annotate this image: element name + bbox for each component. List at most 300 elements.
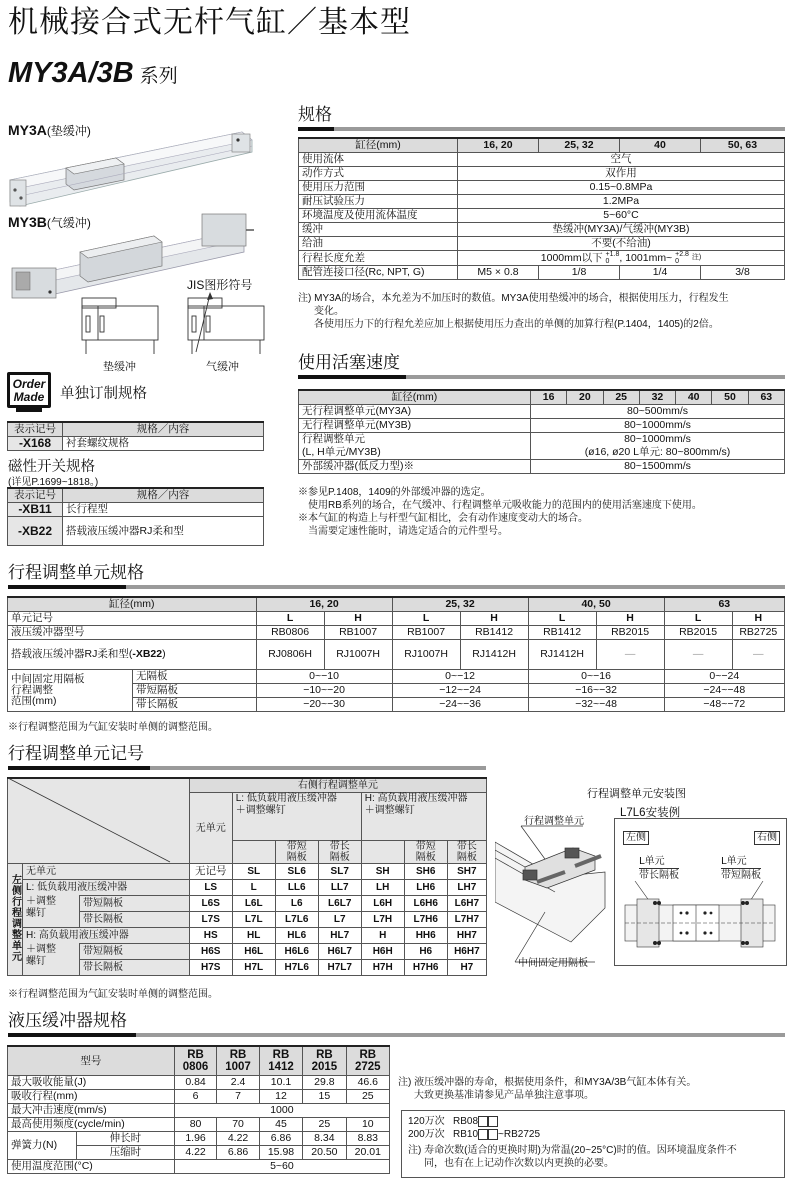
row-label: 单元记号 bbox=[8, 612, 257, 626]
note-line: 同，也有在上记动作次数以内更换的必要。 bbox=[424, 1158, 614, 1169]
life-suffix: ~RB2725 bbox=[498, 1129, 541, 1140]
value-cell: 6.86 bbox=[259, 1132, 302, 1146]
table-row bbox=[299, 460, 785, 474]
row-label: H: 高负载用液压缓冲器 bbox=[23, 928, 190, 944]
table-row bbox=[299, 419, 785, 433]
switch-header-row bbox=[8, 488, 264, 503]
value-cell: 8.34 bbox=[303, 1132, 346, 1146]
screw-line: ＋调整 bbox=[26, 943, 56, 955]
code-cell: H7H bbox=[361, 960, 404, 976]
tol2-upper: +2.8 bbox=[675, 251, 689, 258]
tol-part2: , 1001mm~ bbox=[619, 251, 673, 264]
value-cell: 6 bbox=[174, 1090, 217, 1104]
note-line: ※本气缸的构造上与杆型气缸相比，会有动作速度变动大的场合。 bbox=[298, 513, 588, 524]
l7l6-drawing bbox=[615, 881, 786, 951]
table-row bbox=[8, 1132, 390, 1146]
table-row bbox=[8, 960, 487, 976]
piston-speed-table bbox=[298, 389, 785, 474]
sub-label: 伸长时 bbox=[77, 1132, 175, 1146]
range-cell: −20~−30 bbox=[256, 698, 392, 712]
row-value: 双作用 bbox=[458, 167, 785, 181]
table-row bbox=[8, 1118, 390, 1132]
rj-cell: — bbox=[732, 640, 784, 670]
range-cell: −24~−48 bbox=[664, 684, 784, 698]
code-cell: L7H7 bbox=[447, 912, 486, 928]
code-cell: HL6 bbox=[275, 928, 318, 944]
model-cell bbox=[346, 1046, 389, 1076]
note-line: 变化。 bbox=[314, 306, 344, 317]
switch-spec-table bbox=[7, 487, 264, 546]
table-row bbox=[8, 928, 487, 944]
absorber-cell: RB1412 bbox=[528, 626, 596, 640]
life-row bbox=[408, 1115, 778, 1128]
desc-cell: 搭载液压缓冲器RJ柔和型 bbox=[63, 517, 264, 546]
desc-cell: 长行程型 bbox=[63, 503, 264, 517]
absorber-row bbox=[8, 626, 785, 640]
section-rule bbox=[8, 766, 486, 770]
table-row bbox=[299, 433, 785, 460]
code-cell: SH6 bbox=[404, 864, 447, 880]
row-label: 吸收行程(mm) bbox=[8, 1090, 175, 1104]
code-cell: H7L7 bbox=[318, 960, 361, 976]
model-cell bbox=[174, 1046, 217, 1076]
model-cell bbox=[217, 1046, 260, 1076]
code-cell: -XB11 bbox=[8, 503, 63, 517]
rj-cell: RJ1412H bbox=[528, 640, 596, 670]
screw-label bbox=[23, 896, 80, 928]
stroke-unit-code-heading: 行程调整单元记号 bbox=[8, 744, 144, 764]
row-value: 80~500mm/s bbox=[531, 405, 785, 419]
jis-air-label: 气缓冲 bbox=[206, 360, 239, 373]
value-cell: 70 bbox=[217, 1118, 260, 1132]
header-cell: 缸径(mm) bbox=[8, 597, 257, 612]
absorber-spec-heading: 液压缓冲器规格 bbox=[8, 1011, 127, 1031]
range-label-line: 中间固定用隔板 bbox=[11, 673, 85, 685]
order-made-logo-stand bbox=[16, 408, 42, 412]
unit-cell: L bbox=[392, 612, 460, 626]
jis-symbols bbox=[80, 290, 280, 358]
spacer-label: 带长隔板 bbox=[133, 698, 257, 712]
jis-label: JIS图形符号 bbox=[187, 278, 253, 292]
note-line: 注) 寿命次数(适合的更换时期)为常温(20~25°C)时的值。因环境温度条件不 bbox=[408, 1145, 737, 1156]
model-line: 1412 bbox=[268, 1061, 294, 1073]
code-cell: H6L bbox=[232, 944, 275, 960]
table-row bbox=[8, 944, 487, 960]
code-cell: L6L bbox=[232, 896, 275, 912]
row-value bbox=[531, 433, 785, 460]
spec-notes bbox=[298, 292, 788, 331]
value-cell: 45 bbox=[259, 1118, 302, 1132]
table-row bbox=[8, 1104, 390, 1118]
table-row bbox=[299, 209, 785, 223]
code-cell: L7H bbox=[361, 912, 404, 928]
desc-cell: 衬套螺纹规格 bbox=[63, 437, 264, 451]
unit-iso-drawing bbox=[495, 822, 607, 972]
diagonal-corner bbox=[7, 777, 171, 863]
code-cell: 无记号 bbox=[189, 864, 232, 880]
model-cell bbox=[303, 1046, 346, 1076]
model-line: RB bbox=[187, 1049, 204, 1061]
rj-row bbox=[8, 640, 785, 670]
left-spacer: 带长隔板 bbox=[639, 870, 679, 881]
note-line: 注) MY3A的场合，本允差为不加压时的数值。MY3A使用垫缓冲的场合，根据使用压力，行程发生 bbox=[298, 293, 729, 304]
header-line: 带短 bbox=[286, 841, 307, 852]
code-cell: L6H6 bbox=[404, 896, 447, 912]
header-cell bbox=[318, 841, 361, 864]
range-cell: −10~−20 bbox=[256, 684, 392, 698]
code-cell: L7L bbox=[232, 912, 275, 928]
left-header-text: 左侧行程调整单元 bbox=[9, 873, 21, 962]
right-unit: L单元 bbox=[721, 855, 761, 869]
header-cell bbox=[361, 841, 404, 864]
header-line: 隔板 bbox=[329, 852, 350, 863]
rj-cell: — bbox=[596, 640, 664, 670]
row-label: 无行程调整单元(MY3B) bbox=[299, 419, 531, 433]
row-label: 外部缓冲器(低反力型)※ bbox=[299, 460, 531, 474]
absorber-notes bbox=[398, 1076, 788, 1102]
unit-callout: 行程调整单元 bbox=[524, 816, 584, 827]
header-cell bbox=[404, 841, 447, 864]
table-row bbox=[299, 153, 785, 167]
code-cell: H6S bbox=[189, 944, 232, 960]
stroke-unit-code-note: ※行程调整范围为气缸安装时单侧的调整范围。 bbox=[8, 989, 218, 1000]
code-cell: H6L7 bbox=[318, 944, 361, 960]
value-cell: 15 bbox=[303, 1090, 346, 1104]
header-cell: 规格／内容 bbox=[63, 488, 264, 503]
value-cell: 5~60 bbox=[174, 1160, 389, 1174]
series-title bbox=[8, 56, 178, 94]
header-cell: 63 bbox=[748, 390, 784, 405]
value-cell: 8.83 bbox=[346, 1132, 389, 1146]
code-cell: HH7 bbox=[447, 928, 486, 944]
header-cell: 40 bbox=[620, 138, 701, 153]
spec-heading: 规格 bbox=[298, 105, 332, 125]
row-label: 配管连接口径(Rc, NPT, G) bbox=[299, 266, 458, 280]
section-rule bbox=[8, 1033, 785, 1037]
tol1-upper: +1.8 bbox=[605, 251, 620, 258]
header-cell bbox=[232, 841, 275, 864]
row-label: 最大吸收能量(J) bbox=[8, 1076, 175, 1090]
unit-cell: H bbox=[460, 612, 528, 626]
value-cell: 1000 bbox=[174, 1104, 389, 1118]
bore-cell: 16, 20 bbox=[256, 597, 392, 612]
table-row bbox=[8, 1076, 390, 1090]
code-cell: LL7 bbox=[318, 880, 361, 896]
series-suffix: 系列 bbox=[139, 65, 178, 87]
header-line: 带长 bbox=[329, 841, 350, 852]
row-label: 带短隔板 bbox=[80, 896, 190, 912]
range-cell: 0~−24 bbox=[664, 670, 784, 684]
note-line: ※参见P.1408，1409的外部缓冲器的选定。 bbox=[298, 487, 491, 498]
left-unit: L单元 bbox=[639, 855, 679, 869]
code-cell: L6H bbox=[361, 896, 404, 912]
table-row bbox=[8, 896, 487, 912]
tol-note-mark: 注) bbox=[691, 254, 702, 261]
code-cell: HL7 bbox=[318, 928, 361, 944]
absorber-cell: RB1412 bbox=[460, 626, 528, 640]
unit-cell: L bbox=[528, 612, 596, 626]
table-row bbox=[299, 237, 785, 251]
value-cell: 7 bbox=[217, 1090, 260, 1104]
row-label: 最大冲击速度(mm/s) bbox=[8, 1104, 175, 1118]
value-cell: 25 bbox=[346, 1090, 389, 1104]
absorber-cell: RB1007 bbox=[392, 626, 460, 640]
model-line: RB bbox=[359, 1049, 377, 1061]
row-value: 5~60°C bbox=[458, 209, 785, 223]
header-line: 带短 bbox=[415, 841, 436, 852]
row-value: 不要(不给油) bbox=[458, 237, 785, 251]
table-row bbox=[8, 437, 264, 451]
rj-label: 搭载液压缓冲器RJ柔和型( bbox=[11, 648, 133, 660]
row-label: 环境温度及使用流体温度 bbox=[299, 209, 458, 223]
model-line: RB bbox=[272, 1049, 290, 1061]
model-line: 0806 bbox=[182, 1061, 209, 1073]
my3b-model: MY3B bbox=[8, 214, 47, 230]
model-line: RB bbox=[229, 1049, 247, 1061]
absorber-life-box bbox=[401, 1110, 785, 1178]
code-cell: LH bbox=[361, 880, 404, 896]
code-cell: H6H bbox=[361, 944, 404, 960]
row-label: 带长隔板 bbox=[80, 960, 190, 976]
row-value: 0.15~0.8MPa bbox=[458, 181, 785, 195]
value-cell: 1.96 bbox=[174, 1132, 217, 1146]
unit-cell: L bbox=[664, 612, 732, 626]
code-cell: H6L6 bbox=[275, 944, 318, 960]
row-label: 行程长度允差 bbox=[299, 251, 458, 266]
life-count: 200万次 bbox=[408, 1129, 445, 1140]
table-row bbox=[299, 251, 785, 266]
model-line: 2015 bbox=[311, 1061, 338, 1073]
port-value: M5 × 0.8 bbox=[458, 266, 539, 280]
header-cell: 40 bbox=[676, 390, 712, 405]
range-label-line: 行程调整 bbox=[11, 684, 53, 696]
code-cell: L6L7 bbox=[318, 896, 361, 912]
code-cell: H7H6 bbox=[404, 960, 447, 976]
rj-cell: RJ1412H bbox=[460, 640, 528, 670]
series-model: MY3A/3B bbox=[8, 57, 134, 89]
header-line: ＋调整螺钉 bbox=[364, 805, 415, 816]
row-label bbox=[299, 433, 531, 460]
row-value-line1: 80~1000mm/s bbox=[624, 433, 691, 445]
row-value: 1.2MPa bbox=[458, 195, 785, 209]
code-cell: SH bbox=[361, 864, 404, 880]
right-unit-callout bbox=[721, 855, 761, 882]
screw-label bbox=[23, 944, 80, 976]
code-cell: L6H7 bbox=[447, 896, 486, 912]
right-side-label: 右侧 bbox=[754, 831, 780, 845]
absorber-cell: RB2015 bbox=[596, 626, 664, 640]
stroke-unit-code-table-wrap bbox=[7, 777, 487, 976]
header-cell: 无单元 bbox=[189, 793, 232, 864]
spec-section-header bbox=[298, 104, 785, 132]
piston-speed-section-header bbox=[298, 352, 785, 380]
tolerance-value bbox=[458, 251, 785, 266]
spacer-label: 带短隔板 bbox=[133, 684, 257, 698]
row-value: 空气 bbox=[458, 153, 785, 167]
header-cell: 25 bbox=[603, 390, 639, 405]
life-model: RB08 bbox=[453, 1116, 479, 1127]
tol1-lower: 0 bbox=[605, 258, 610, 265]
table-row bbox=[299, 405, 785, 419]
stroke-unit-spec-table bbox=[7, 596, 785, 712]
my3a-sub: (垫缓冲) bbox=[46, 124, 91, 138]
header-cell: 25, 32 bbox=[539, 138, 620, 153]
code-cell: H6H7 bbox=[447, 944, 486, 960]
row-label: 无行程调整单元(MY3A) bbox=[299, 405, 531, 419]
code-cell: LL6 bbox=[275, 880, 318, 896]
unit-row bbox=[8, 612, 785, 626]
header-cell: 20 bbox=[567, 390, 603, 405]
screw-line: 螺钉 bbox=[26, 955, 46, 967]
header-cell: 16 bbox=[531, 390, 567, 405]
code-cell: HH6 bbox=[404, 928, 447, 944]
rj-cell: RJ0806H bbox=[256, 640, 324, 670]
range-cell: −12~−24 bbox=[392, 684, 528, 698]
header-line: H: 高负载用液压缓冲器 bbox=[364, 793, 468, 804]
order-made-heading: 单独订制规格 bbox=[60, 386, 147, 402]
table-row bbox=[299, 266, 785, 280]
value-cell: 20.50 bbox=[303, 1146, 346, 1160]
left-side-label: 左侧 bbox=[623, 831, 649, 845]
row-value: 垫缓冲(MY3A)/气缓冲(MY3B) bbox=[458, 223, 785, 237]
code-cell: H7S bbox=[189, 960, 232, 976]
code-cell: LH6 bbox=[404, 880, 447, 896]
table-row bbox=[299, 195, 785, 209]
range-cell: −16~−32 bbox=[528, 684, 664, 698]
stroke-unit-spec-note: ※行程调整范围为气缸安装时单侧的调整范围。 bbox=[8, 722, 218, 733]
value-cell: 29.8 bbox=[303, 1076, 346, 1090]
table-row bbox=[8, 517, 264, 546]
bore-cell: 63 bbox=[664, 597, 784, 612]
code-cell: SH7 bbox=[447, 864, 486, 880]
code-cell: L bbox=[232, 880, 275, 896]
order-made-logo-line1: Order bbox=[12, 377, 46, 391]
row-label: 使用流体 bbox=[299, 153, 458, 167]
absorber-cell: RB1007 bbox=[324, 626, 392, 640]
row-label-line2: (L, H单元/MY3B) bbox=[302, 446, 381, 458]
value-cell: 80 bbox=[174, 1118, 217, 1132]
row-label: 带长隔板 bbox=[80, 912, 190, 928]
value-cell: 10 bbox=[346, 1118, 389, 1132]
code-cell: L6S bbox=[189, 896, 232, 912]
piston-speed-heading: 使用活塞速度 bbox=[298, 353, 400, 373]
header-cell-h bbox=[361, 793, 486, 841]
unit-cell: H bbox=[596, 612, 664, 626]
absorber-cell: RB2725 bbox=[732, 626, 784, 640]
code-cell: LH7 bbox=[447, 880, 486, 896]
order-made-logo bbox=[7, 372, 51, 408]
code-cell: H bbox=[361, 928, 404, 944]
code-cell: H6 bbox=[404, 944, 447, 960]
bore-row bbox=[8, 597, 785, 612]
code-cell: L7H6 bbox=[404, 912, 447, 928]
model-cell bbox=[259, 1046, 302, 1076]
value-cell: 0.84 bbox=[174, 1076, 217, 1090]
model-line: 2725 bbox=[354, 1061, 381, 1073]
sub-label: 压缩时 bbox=[77, 1146, 175, 1160]
code-cell: -XB22 bbox=[8, 517, 63, 546]
rj-label-end: ) bbox=[162, 648, 166, 660]
unit-cell: L bbox=[256, 612, 324, 626]
model-line: RB bbox=[316, 1049, 333, 1061]
note-line: 注) 液压缓冲器的寿命，根据使用条件，和MY3A/3B气缸本体有关。 bbox=[398, 1077, 697, 1088]
spec-header-row bbox=[299, 138, 785, 153]
header-cell bbox=[275, 841, 318, 864]
tol-part1: 1000mm以下 bbox=[540, 251, 603, 264]
order-made-table bbox=[7, 421, 264, 451]
jis-pad-label: 垫缓冲 bbox=[103, 360, 136, 373]
header-cell: 规格／内容 bbox=[63, 422, 264, 437]
row-label: 动作方式 bbox=[299, 167, 458, 181]
range-cell: −32~−48 bbox=[528, 698, 664, 712]
value-cell: 2.4 bbox=[217, 1076, 260, 1090]
header-cell: 缸径(mm) bbox=[299, 390, 531, 405]
table-row bbox=[8, 1160, 390, 1174]
absorber-spec-table bbox=[7, 1045, 390, 1174]
code-cell: L7S bbox=[189, 912, 232, 928]
range-label-line: 范围(mm) bbox=[11, 695, 57, 707]
note-line: 使用RB系列的场合，在气缓冲、行程调整单元吸收能力的范围内的使用活塞速度下使用。 bbox=[308, 500, 702, 511]
row-value: 80~1500mm/s bbox=[531, 460, 785, 474]
install-example-title: L7L6安装例 bbox=[620, 807, 681, 819]
row-label-line1: 行程调整单元 bbox=[302, 433, 365, 445]
speed-header-row bbox=[299, 390, 785, 405]
table-row bbox=[8, 503, 264, 517]
unit-cell: H bbox=[324, 612, 392, 626]
life-row bbox=[408, 1128, 778, 1141]
value-cell: 20.01 bbox=[346, 1146, 389, 1160]
spacer-callout: 中间固定用隔板 bbox=[518, 958, 588, 969]
table-row bbox=[8, 1090, 390, 1104]
bore-cell: 25, 32 bbox=[392, 597, 528, 612]
spacer-label: 无隔板 bbox=[133, 670, 257, 684]
header-cell: 缸径(mm) bbox=[299, 138, 458, 153]
section-rule bbox=[298, 127, 785, 131]
value-cell: 4.22 bbox=[217, 1132, 260, 1146]
range-cell: 0~−12 bbox=[392, 670, 528, 684]
row-label: 无单元 bbox=[23, 864, 190, 880]
header-cell bbox=[447, 841, 486, 864]
code-cell: LS bbox=[189, 880, 232, 896]
rj-label-code: -XB22 bbox=[132, 648, 163, 660]
screw-line: 螺钉 bbox=[26, 907, 46, 919]
note-line: 大致更换基准请参见产品单独注意事项。 bbox=[414, 1090, 594, 1101]
code-cell: H7L bbox=[232, 960, 275, 976]
port-value: 1/8 bbox=[539, 266, 620, 280]
section-rule bbox=[8, 585, 785, 589]
port-value: 3/8 bbox=[701, 266, 785, 280]
left-header bbox=[8, 864, 23, 976]
value-cell: 25 bbox=[303, 1118, 346, 1132]
order-made-header-row bbox=[8, 422, 264, 437]
row-label bbox=[8, 640, 257, 670]
header-cell: 表示记号 bbox=[8, 488, 63, 503]
screw-line: ＋调整 bbox=[26, 895, 56, 907]
install-example-box bbox=[614, 818, 787, 966]
header-cell: 右侧行程调整单元 bbox=[189, 778, 486, 793]
code-cell: H7L6 bbox=[275, 960, 318, 976]
stroke-unit-spec-heading: 行程调整单元规格 bbox=[8, 563, 144, 583]
code-cell: H7 bbox=[447, 960, 486, 976]
spec-table bbox=[298, 137, 785, 280]
right-spacer: 带短隔板 bbox=[721, 870, 761, 881]
table-row bbox=[8, 912, 487, 928]
header-line: 隔板 bbox=[286, 852, 307, 863]
header-line: 带长 bbox=[456, 841, 477, 852]
value-cell: 4.22 bbox=[174, 1146, 217, 1160]
range-cell: −48~−72 bbox=[664, 698, 784, 712]
code-cell: HL bbox=[232, 928, 275, 944]
